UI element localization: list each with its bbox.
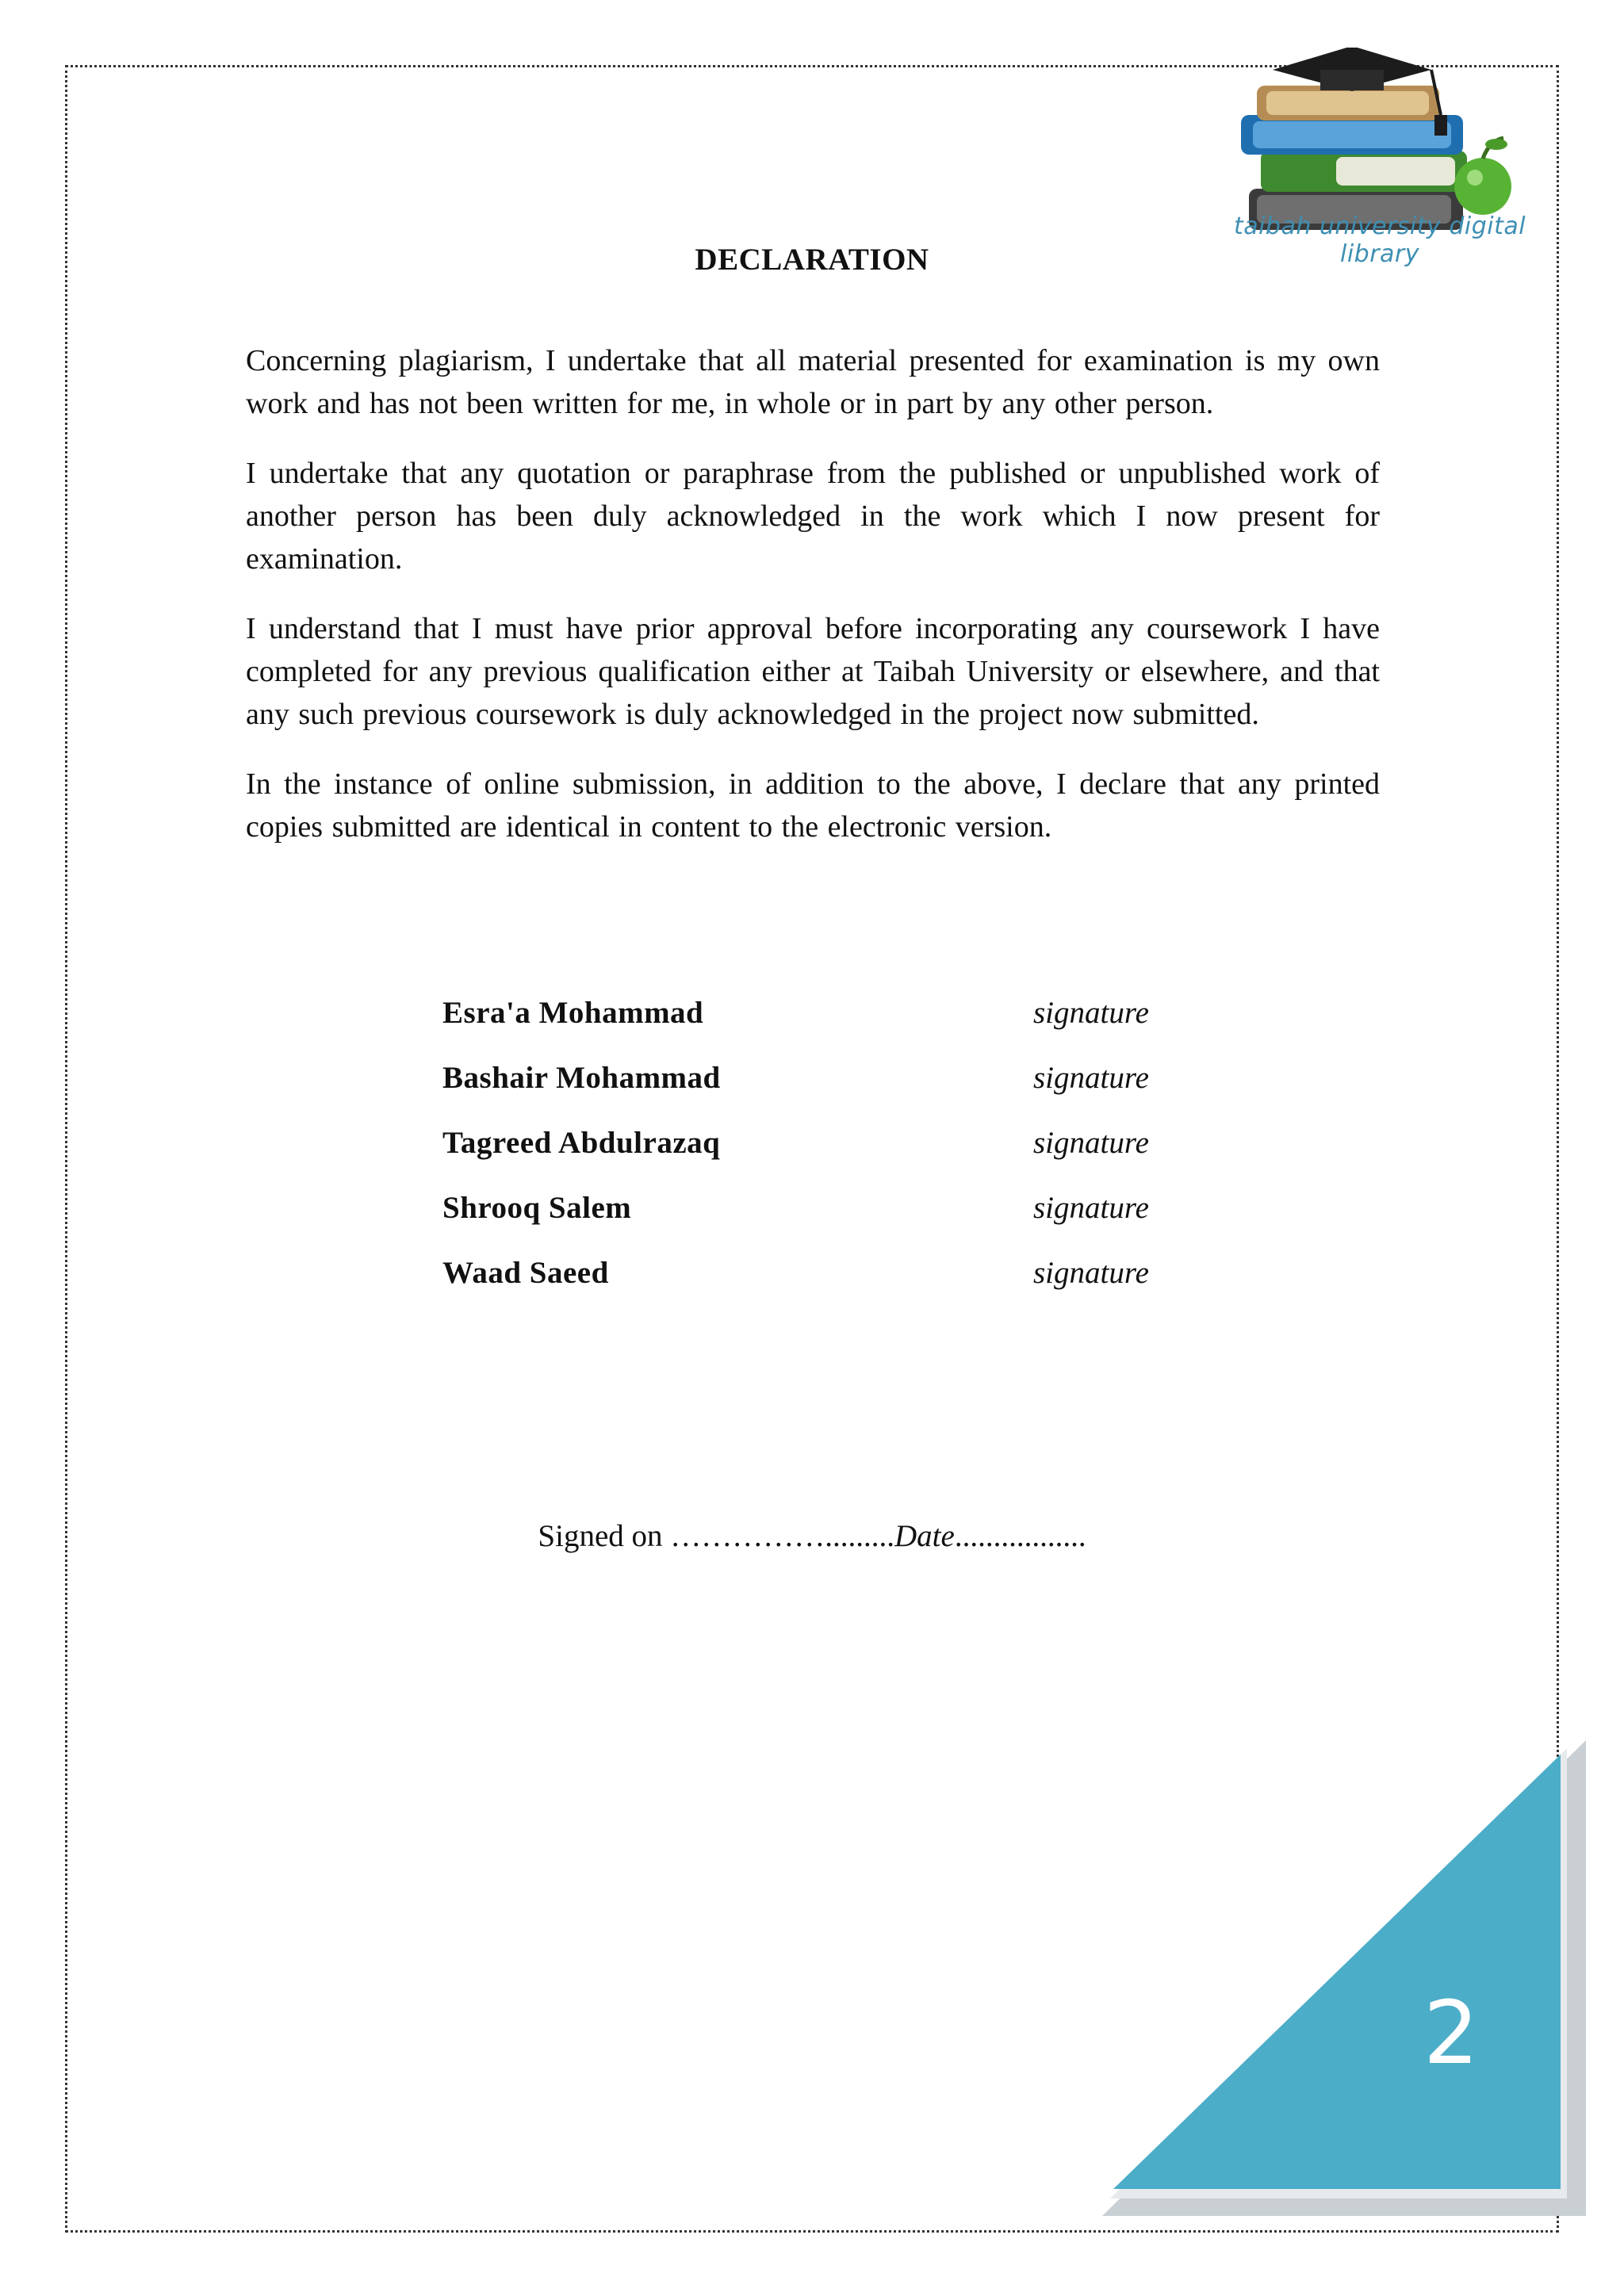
signatory-name: Tagreed Abdulrazaq bbox=[442, 1126, 721, 1160]
page-number: 2 bbox=[1423, 1982, 1479, 2084]
signatory-name: Esra'a Mohammad bbox=[442, 996, 704, 1030]
signature-label: signature bbox=[1033, 1256, 1149, 1290]
document-title: DECLARATION bbox=[695, 243, 929, 277]
signature-label: signature bbox=[1033, 1061, 1149, 1095]
logo-caption: taibah university digital library bbox=[1233, 212, 1526, 268]
declaration-body bbox=[246, 339, 1380, 875]
signed-on-prefix: Signed on ……………......... bbox=[538, 1519, 895, 1553]
signatory-name: Shrooq Salem bbox=[442, 1191, 632, 1225]
signature-label: signature bbox=[1033, 1191, 1149, 1225]
paragraph: I understand that I must have prior approval before incorporating any coursework I have completed for any previous qualification either at Taibah University or elsewhere, and that any such previous coursework is duly acknowledged in the project now submitted. bbox=[246, 612, 1380, 731]
date-label: Date bbox=[894, 1519, 955, 1553]
signatory-row bbox=[442, 1190, 1235, 1255]
signed-on-line bbox=[0, 1518, 1624, 1554]
page-corner-triangle bbox=[1102, 1740, 1586, 2216]
signatories-list bbox=[442, 995, 1235, 1320]
paragraph: I undertake that any quotation or paraphrase from the published or unpublished work of another person has been duly acknowledged in the work which I now present for examination. bbox=[246, 457, 1380, 576]
signatory-row bbox=[442, 1255, 1235, 1320]
signatory-row bbox=[442, 995, 1235, 1060]
paragraph: Concerning plagiarism, I undertake that all material presented for examination is my own work and has not been written for me, in whole or in part by any other person. bbox=[246, 344, 1380, 420]
signatory-name: Waad Saeed bbox=[442, 1256, 609, 1290]
signature-label: signature bbox=[1033, 996, 1149, 1030]
paragraph: In the instance of online submission, in addition to the above, I declare that any printed copies submitted are identical in content to the electronic version. bbox=[246, 767, 1380, 844]
signature-label: signature bbox=[1033, 1126, 1149, 1160]
signatory-row bbox=[442, 1125, 1235, 1190]
date-dots: ................. bbox=[954, 1519, 1086, 1553]
signatory-row bbox=[442, 1060, 1235, 1125]
signatory-name: Bashair Mohammad bbox=[442, 1061, 721, 1095]
